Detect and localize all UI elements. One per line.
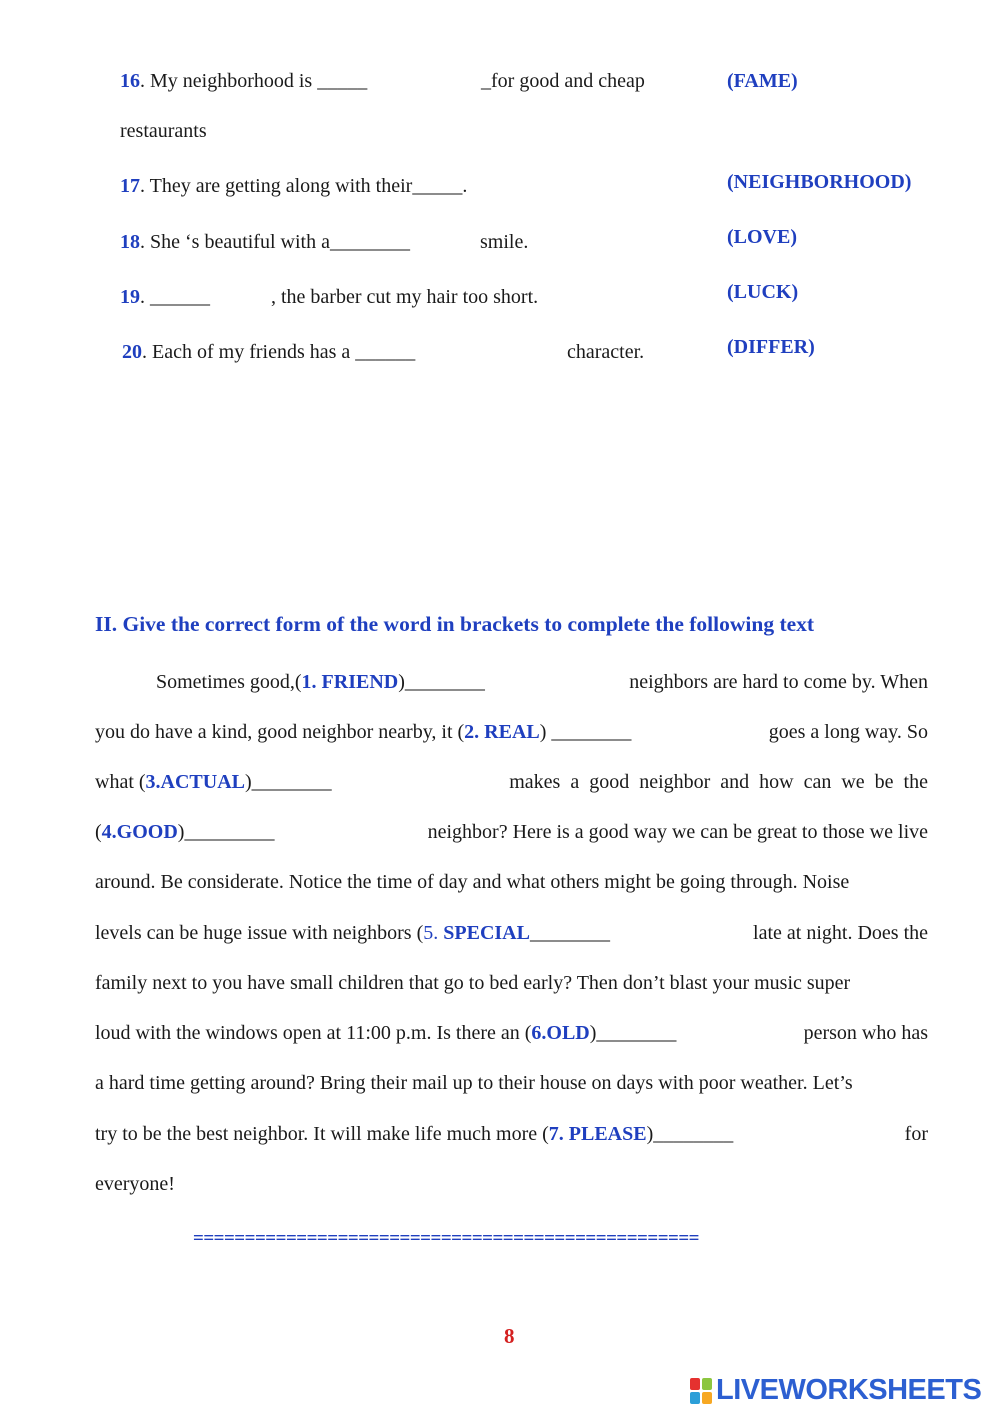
item-number: 20 [122,341,142,363]
answer-blank: )________ [646,1123,734,1145]
passage-text: goes a long way. So [768,721,928,743]
passage-text: levels can be huge issue with neighbors ( [95,922,424,944]
passage-line [95,922,928,945]
item-text-cont: _for good and cheap [481,70,645,92]
keyword-hint: (FAME) [727,70,798,92]
passage-text: neighbors are hard to come by. When [629,671,928,693]
passage-line [95,671,928,694]
passage-text: Sometimes good,( [156,671,302,693]
word-hint: SPECIAL [443,922,530,944]
answer-blank: ________ [529,922,610,944]
passage-text: try to be the best neighbor. It will make life much more ( [95,1123,549,1145]
word-hint: 2. REAL [464,721,540,743]
passage-line [95,771,928,794]
passage-text: loud with the windows open at 11:00 p.m. Is there an ( [95,1022,532,1044]
answer-blank: )________ [245,771,332,793]
keyword-hint: (NEIGHBORHOOD) [727,171,912,193]
answer-blank: ) ________ [539,721,632,743]
page-number: 8 [504,1324,515,1348]
keyword-hint: (LUCK) [727,281,799,303]
item-number: 19 [120,286,140,308]
passage-text: makes a good neighbor and how can we be the [509,771,928,793]
word-hint: 6.OLD [531,1022,590,1044]
passage-text: what ( [95,771,146,793]
passage-text: neighbor? Here is a good way we can be great to those we live [427,821,928,843]
item-text: . My neighborhood is _____ [140,70,368,92]
passage-line: a hard time getting around? Bring their mail up to their house on days with poor weather. Let’s [95,1072,853,1094]
item-text-cont: , the barber cut my hair too short. [271,286,539,308]
passage-text: ( [95,821,102,843]
word-hint: 3.ACTUAL [145,771,245,793]
answer-blank: )_________ [177,821,275,843]
liveworksheets-icon [690,1378,712,1404]
keyword-hint: (DIFFER) [727,336,815,358]
item-number: 17 [120,175,140,197]
passage-line: around. Be considerate. Notice the time of day and what others might be going through. Noise [95,871,850,893]
item-text-cont: character. [567,341,645,363]
word-hint: 1. FRIEND [301,671,399,693]
separator-line: ================================================= [193,1228,700,1249]
passage-text: for [904,1123,928,1145]
passage-line: everyone! [95,1173,175,1195]
word-hint: 7. PLEASE [548,1123,647,1145]
item-text-wrap: restaurants [120,120,207,142]
liveworksheets-logo[interactable] [690,1374,981,1407]
item-number: 18 [120,231,140,253]
section-heading: II. Give the correct form of the word in brackets to complete the following text [95,612,815,636]
passage-line [95,1022,928,1045]
answer-blank: )________ [398,671,485,693]
item-text: . ______ [140,286,210,308]
keyword-hint: (LOVE) [727,226,797,248]
passage-line [95,721,928,744]
item-text: . Each of my friends has a ______ [142,341,416,363]
passage-line [95,1123,928,1146]
brand-name: LIVEWORKSHEETS [716,1374,982,1406]
word-hint: 4.GOOD [101,821,178,843]
item-text: . They are getting along with their_____. [140,175,468,197]
answer-blank: )________ [589,1022,677,1044]
word-hint-number: 5. [423,922,439,944]
passage-text: late at night. Does the [753,922,928,944]
passage-line: family next to you have small children that go to bed early? Then don’t blast your music super [95,972,851,994]
item-text: . She ‘s beautiful with a________ [140,231,410,253]
passage-text: person who has [803,1022,928,1044]
item-number: 16 [120,70,140,92]
passage-text: you do have a kind, good neighbor nearby, it ( [95,721,465,743]
item-text-cont: smile. [480,231,529,253]
passage-line [95,821,928,844]
